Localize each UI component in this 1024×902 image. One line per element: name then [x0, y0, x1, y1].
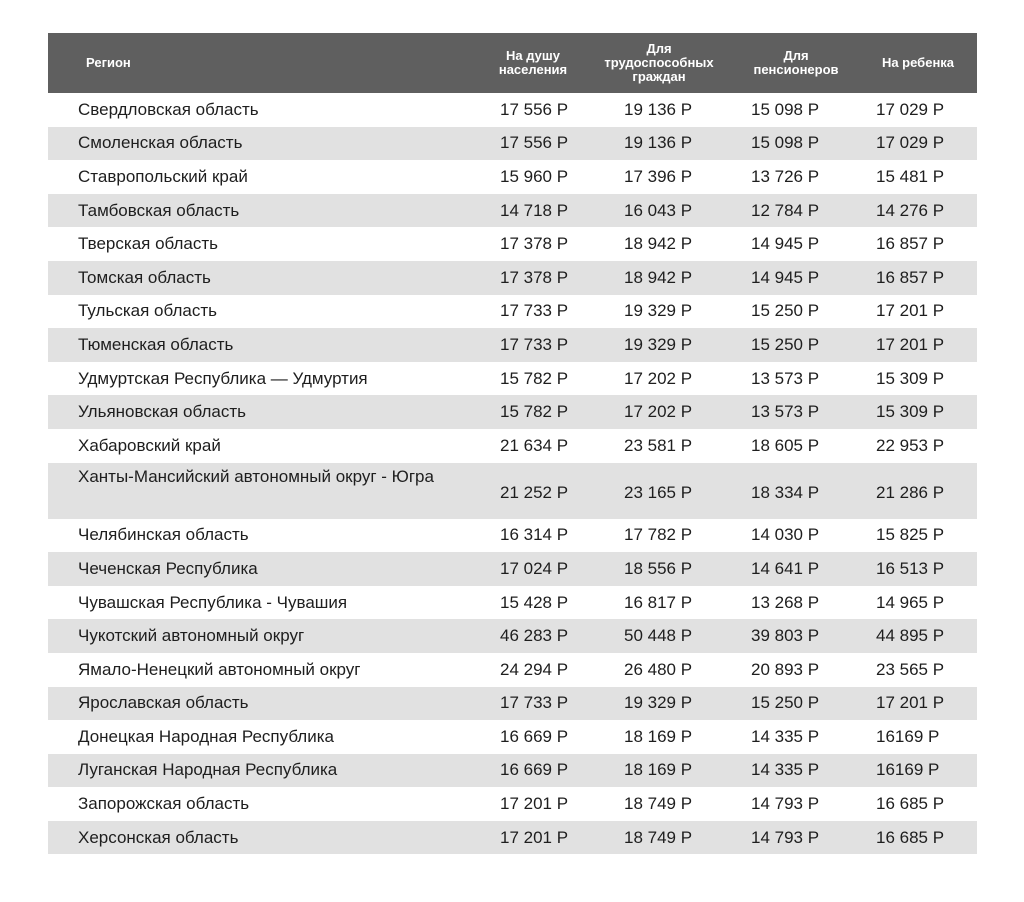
- child-cell: 15 309 Р: [876, 402, 945, 422]
- region-cell: Хабаровский край: [78, 435, 221, 455]
- working-age-cell: 17 202 Р: [624, 368, 693, 388]
- pensioners-cell: 14 793 Р: [751, 827, 820, 847]
- table-row: [48, 787, 977, 821]
- per-capita-cell: 24 294 Р: [500, 659, 569, 679]
- per-capita-cell: 17 378 Р: [500, 267, 569, 287]
- working-age-cell: 17 782 Р: [624, 525, 693, 545]
- pensioners-cell: 15 250 Р: [751, 693, 820, 713]
- working-age-cell: 19 329 Р: [624, 693, 693, 713]
- pensioners-cell: 12 784 Р: [751, 200, 820, 220]
- working-age-cell: 19 136 Р: [624, 133, 693, 153]
- pensioners-cell: 15 250 Р: [751, 334, 820, 354]
- child-cell: 23 565 Р: [876, 659, 945, 679]
- working-age-cell: 18 942 Р: [624, 234, 693, 254]
- pensioners-cell: 15 098 Р: [751, 99, 820, 119]
- header-per-capita: На душу населения: [498, 48, 568, 77]
- header-child: На ребенка: [881, 55, 955, 70]
- region-cell: Ульяновская область: [78, 402, 246, 422]
- pensioners-cell: 39 803 Р: [751, 626, 820, 646]
- table-row: [48, 429, 977, 463]
- working-age-cell: 23 165 Р: [624, 482, 693, 502]
- working-age-cell: 19 329 Р: [624, 301, 693, 321]
- region-cell: Чеченская Республика: [78, 558, 258, 578]
- region-cell: Чувашская Республика - Чувашия: [78, 592, 348, 612]
- child-cell: 16169 Р: [876, 760, 940, 780]
- working-age-cell: 17 202 Р: [624, 402, 693, 422]
- pensioners-cell: 20 893 Р: [751, 659, 820, 679]
- table-row: [48, 93, 977, 127]
- table-row: [48, 328, 977, 362]
- region-cell: Ставропольский край: [78, 166, 248, 186]
- working-age-cell: 26 480 Р: [624, 659, 693, 679]
- child-cell: 16 685 Р: [876, 794, 945, 814]
- table-row: [48, 720, 977, 754]
- table-row: [48, 194, 977, 228]
- child-cell: 16169 Р: [876, 726, 940, 746]
- working-age-cell: 19 136 Р: [624, 99, 693, 119]
- region-cell: Челябинская область: [78, 525, 249, 545]
- per-capita-cell: 17 378 Р: [500, 234, 569, 254]
- child-cell: 16 685 Р: [876, 827, 945, 847]
- working-age-cell: 18 749 Р: [624, 827, 693, 847]
- per-capita-cell: 15 782 Р: [500, 402, 569, 422]
- region-cell: Донецкая Народная Республика: [78, 726, 334, 746]
- region-cell: Томская область: [78, 267, 211, 287]
- region-cell: Удмуртская Республика — Удмуртия: [78, 368, 368, 388]
- child-cell: 17 029 Р: [876, 99, 945, 119]
- working-age-cell: 18 942 Р: [624, 267, 693, 287]
- pensioners-cell: 15 098 Р: [751, 133, 820, 153]
- per-capita-cell: 46 283 Р: [500, 626, 569, 646]
- per-capita-cell: 17 201 Р: [500, 827, 569, 847]
- table-row: [48, 362, 977, 396]
- region-cell: Ярославская область: [78, 693, 249, 713]
- table-row: [48, 227, 977, 261]
- pensioners-cell: 14 793 Р: [751, 794, 820, 814]
- working-age-cell: 18 749 Р: [624, 794, 693, 814]
- table-row: [48, 653, 977, 687]
- per-capita-cell: 17 556 Р: [500, 133, 569, 153]
- per-capita-cell: 21 252 Р: [500, 482, 569, 502]
- pensioners-cell: 18 334 Р: [751, 482, 820, 502]
- pensioners-cell: 14 945 Р: [751, 267, 820, 287]
- region-cell: Запорожская область: [78, 794, 250, 814]
- header-pensioners: Для пенсионеров: [753, 48, 839, 77]
- table-body: [48, 93, 977, 854]
- table-row: [48, 619, 977, 653]
- subsistence-minimum-table: [48, 33, 977, 854]
- region-cell: Луганская Народная Республика: [78, 760, 338, 780]
- per-capita-cell: 16 314 Р: [500, 525, 569, 545]
- child-cell: 14 965 Р: [876, 592, 945, 612]
- per-capita-cell: 15 960 Р: [500, 166, 569, 186]
- pensioners-cell: 13 726 Р: [751, 166, 820, 186]
- per-capita-cell: 21 634 Р: [500, 435, 569, 455]
- per-capita-cell: 17 024 Р: [500, 558, 569, 578]
- region-cell: Тамбовская область: [78, 200, 240, 220]
- working-age-cell: 18 556 Р: [624, 558, 693, 578]
- region-cell: Херсонская область: [78, 827, 239, 847]
- region-cell: Ханты-Мансийский автономный округ - Югра: [78, 466, 434, 486]
- working-age-cell: 50 448 Р: [624, 626, 693, 646]
- working-age-cell: 16 817 Р: [624, 592, 693, 612]
- per-capita-cell: 17 733 Р: [500, 334, 569, 354]
- child-cell: 15 825 Р: [876, 525, 945, 545]
- pensioners-cell: 14 641 Р: [751, 558, 820, 578]
- pensioners-cell: 14 335 Р: [751, 760, 820, 780]
- per-capita-cell: 17 733 Р: [500, 301, 569, 321]
- per-capita-cell: 15 428 Р: [500, 592, 569, 612]
- region-cell: Смоленская область: [78, 133, 243, 153]
- pensioners-cell: 14 945 Р: [751, 234, 820, 254]
- region-cell: Тульская область: [78, 301, 217, 321]
- child-cell: 14 276 Р: [876, 200, 945, 220]
- region-cell: Тюменская область: [78, 334, 234, 354]
- per-capita-cell: 16 669 Р: [500, 760, 569, 780]
- pensioners-cell: 15 250 Р: [751, 301, 820, 321]
- per-capita-cell: 17 733 Р: [500, 693, 569, 713]
- table-row: [48, 552, 977, 586]
- working-age-cell: 23 581 Р: [624, 435, 693, 455]
- table-row: [48, 295, 977, 329]
- table-row: [48, 519, 977, 553]
- table-row: [48, 821, 977, 855]
- table-row: [48, 586, 977, 620]
- child-cell: 15 481 Р: [876, 166, 945, 186]
- child-cell: 21 286 Р: [876, 482, 945, 502]
- child-cell: 16 513 Р: [876, 558, 945, 578]
- working-age-cell: 19 329 Р: [624, 334, 693, 354]
- table-row: [48, 754, 977, 788]
- working-age-cell: 18 169 Р: [624, 760, 693, 780]
- child-cell: 17 201 Р: [876, 301, 945, 321]
- working-age-cell: 17 396 Р: [624, 166, 693, 186]
- region-cell: Свердловская область: [78, 99, 259, 119]
- table-row: [48, 127, 977, 161]
- per-capita-cell: 17 201 Р: [500, 794, 569, 814]
- per-capita-cell: 15 782 Р: [500, 368, 569, 388]
- pensioners-cell: 13 268 Р: [751, 592, 820, 612]
- region-cell: Чукотский автономный округ: [78, 626, 305, 646]
- child-cell: 17 029 Р: [876, 133, 945, 153]
- pensioners-cell: 14 335 Р: [751, 726, 820, 746]
- child-cell: 15 309 Р: [876, 368, 945, 388]
- working-age-cell: 16 043 Р: [624, 200, 693, 220]
- child-cell: 44 895 Р: [876, 626, 945, 646]
- working-age-cell: 18 169 Р: [624, 726, 693, 746]
- child-cell: 17 201 Р: [876, 693, 945, 713]
- header-region: Регион: [86, 55, 131, 70]
- pensioners-cell: 14 030 Р: [751, 525, 820, 545]
- child-cell: 16 857 Р: [876, 234, 945, 254]
- per-capita-cell: 14 718 Р: [500, 200, 569, 220]
- table-row: [48, 160, 977, 194]
- child-cell: 17 201 Р: [876, 334, 945, 354]
- region-cell: Ямало-Ненецкий автономный округ: [78, 659, 361, 679]
- header-working-age: Для трудоспособных граждан: [604, 41, 714, 84]
- table-row: [48, 261, 977, 295]
- child-cell: 16 857 Р: [876, 267, 945, 287]
- table-row: [48, 463, 977, 519]
- child-cell: 22 953 Р: [876, 435, 945, 455]
- per-capita-cell: 16 669 Р: [500, 726, 569, 746]
- pensioners-cell: 18 605 Р: [751, 435, 820, 455]
- table-row: [48, 687, 977, 721]
- pensioners-cell: 13 573 Р: [751, 368, 820, 388]
- table-header: [48, 33, 977, 93]
- per-capita-cell: 17 556 Р: [500, 99, 569, 119]
- region-cell: Тверская область: [78, 234, 219, 254]
- table-row: [48, 395, 977, 429]
- pensioners-cell: 13 573 Р: [751, 402, 820, 422]
